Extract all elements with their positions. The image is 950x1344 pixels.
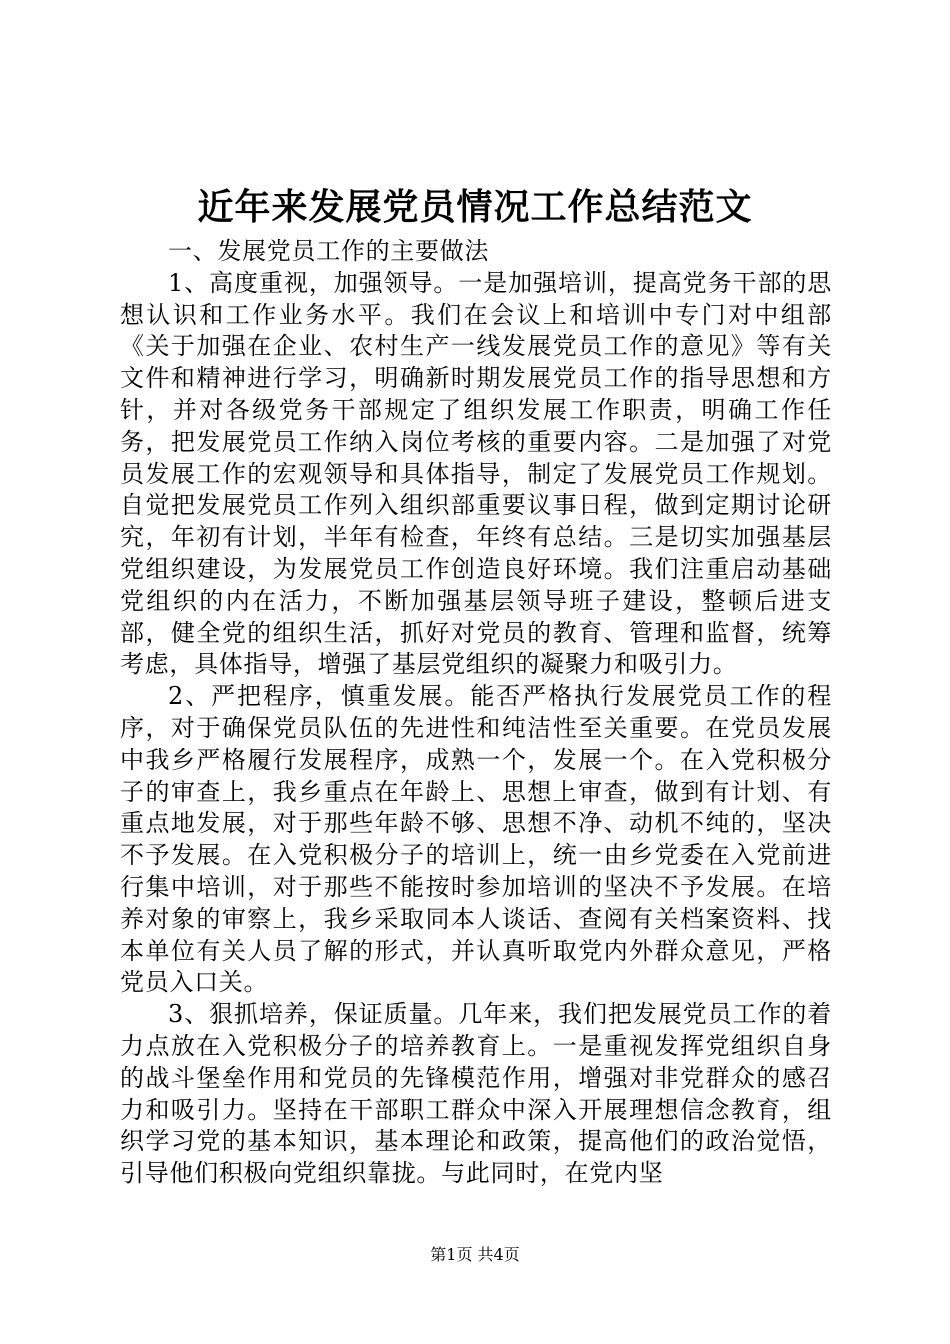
paragraph-3: 3、狠抓培养，保证质量。几年来，我们把发展党员工作的着力点放在入党积极分子的培养教育上。一是重视发挥党组织自身的战斗堡垒作用和党员的先锋模范作用，增强对非党群众的感召力和吸引力。坚持在干部职工群众中深入开展理想信念教育，组织学习党的基本知识，基本理论和政策，提高他们的政治觉悟，引导他们积极向党组织靠拢。与此同时，在党内坚 [120,1000,832,1188]
document-title: 近年来发展党员情况工作总结范文 [197,186,753,228]
paragraph-1: 1、高度重视，加强领导。一是加强培训，提高党务干部的思想认识和工作业务水平。我们在会议上和培训中专门对中组部《关于加强在企业、农村生产一线发展党员工作的意见》等有关文件和精神进行学习，明确新时期发展党员工作的指导思想和方针，并对各级党务干部规定了组织发展工作职责，明确工作任务，把发展党员工作纳入岗位考核的重要内容。二是加强了对党员发展工作的宏观领导和具体指导，制定了发展党员工作规划。自觉把发展党员工作列入组织部重要议事日程，做到定期讨论研究，年初有计划，半年有检查，年终有总结。三是切实加强基层党组织建设，为发展党员工作创造良好环境。我们注重启动基础党组织的内在活力，不断加强基层领导班子建设，整顿后进支部，健全党的组织生活，抓好对党员的教育、管理和监督，统筹考虑，具体指导，增强了基层党组织的凝聚力和吸引力。 [120,268,832,679]
section-heading: 一、发展党员工作的主要做法 [168,237,490,265]
document-body [120,236,832,1190]
page-footer: 第1页 共4页 [430,1245,520,1264]
paragraph-2: 2、严把程序，慎重发展。能否严格执行发展党员工作的程序，对于确保党员队伍的先进性和纯洁性至关重要。在党员发展中我乡严格履行发展程序，成熟一个，发展一个。在入党积极分子的审查上，我乡重点在年龄上、思想上审查，做到有计划、有重点地发展，对于那些年龄不够、思想不净、动机不纯的，坚决不予发展。在入党积极分子的培训上，统一由乡党委在入党前进行集中培训，对于那些不能按时参加培训的坚决不予发展。在培养对象的审察上，我乡采取同本人谈话、查阅有关档案资料、找本单位有关人员了解的形式，并认真听取党内外群众意见，严格党员入口关。 [120,682,832,997]
